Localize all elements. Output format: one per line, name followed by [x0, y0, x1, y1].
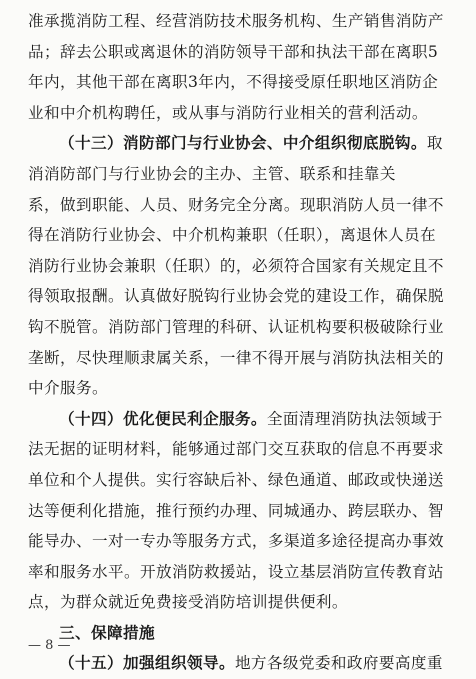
line-text: 达等便利化措施，推行预约办理、同城通办、跨层联办、智: [28, 501, 444, 520]
text-line: [28, 343, 454, 374]
line-text: 点，为群众就近免费接受消防培训提供便利。: [28, 593, 348, 612]
text-line: [28, 465, 454, 496]
text-line: [28, 557, 454, 588]
line-text: 中介服务。: [28, 379, 108, 398]
line-text: 全面清理消防执法领域于: [266, 409, 443, 428]
line-text: 系，做到职能、人员、财务完全分离。现职消防人员一律不: [28, 195, 444, 214]
line-text: 准承揽消防工程、经营消防技术服务机构、生产销售消防产: [28, 12, 444, 30]
line-text: 年内，其他干部在离职3年内，不得接受原任职地区消防企: [28, 73, 439, 92]
line-text: 单位和个人提供。实行容缺后补、绿色通道、邮政或快递送: [28, 470, 444, 489]
text-line: [28, 220, 454, 251]
text-line: [28, 128, 454, 159]
text-line: [28, 312, 454, 343]
line-text: 消消防部门与行业协会的主办、主管、联系和挂靠关: [28, 164, 396, 183]
text-line: [28, 6, 454, 37]
clause-heading: （十三）消防部门与行业协会、中介组织彻底脱钩。: [59, 134, 427, 153]
section-heading: [28, 618, 454, 649]
section-title: 三、保障措施: [59, 623, 155, 642]
line-text: 品；辞去公职或离退休的消防领导干部和执法干部在离职5: [28, 42, 439, 61]
line-text: 能导办、一对一专办等服务方式，多渠道多途径提高办事效: [28, 532, 444, 551]
text-line: [28, 434, 454, 465]
line-text: 率和服务水平。开放消防救援站，设立基层消防宣传教育站: [28, 562, 444, 581]
text-line: [28, 37, 454, 68]
text-line: [28, 404, 454, 435]
text-line: [28, 159, 454, 190]
text-line: [28, 190, 454, 221]
line-text: 业和中介机构聘任，或从事与消防行业相关的营利活动。: [28, 103, 428, 122]
line-text: 钩不脱管。消防部门管理的科研、认证机构要积极破除行业: [28, 317, 444, 336]
text-line: [28, 251, 454, 282]
text-line: [28, 648, 454, 679]
line-text: 得领取报酬。认真做好脱钩行业协会党的建设工作，确保脱: [28, 287, 444, 306]
document-page: [28, 6, 454, 679]
line-text: 地方各级党委和政府要高度重: [234, 654, 443, 673]
line-text: 取: [426, 134, 443, 153]
text-line: [28, 281, 454, 312]
line-text: 得在消防行业协会、中介机构兼职（任职），离退休人员在: [28, 226, 437, 245]
line-text: 法无据的证明材料，能够通过部门交互获取的信息不再要求: [28, 440, 444, 459]
text-line: [28, 526, 454, 557]
text-line: [28, 373, 454, 404]
text-line: [28, 98, 454, 129]
clause-heading: （十四）优化便民利企服务。: [59, 409, 267, 428]
line-text: 垄断，尽快理顺隶属关系，一律不得开展与消防执法相关的: [28, 348, 444, 367]
text-line: [28, 67, 454, 98]
text-line: [28, 587, 454, 618]
line-text: 消防行业协会兼职（任职）的，必须符合国家有关规定且不: [28, 256, 444, 275]
text-line: [28, 496, 454, 527]
page-number: — 8 —: [28, 638, 71, 653]
clause-heading: （十五）加强组织领导。: [59, 654, 235, 673]
